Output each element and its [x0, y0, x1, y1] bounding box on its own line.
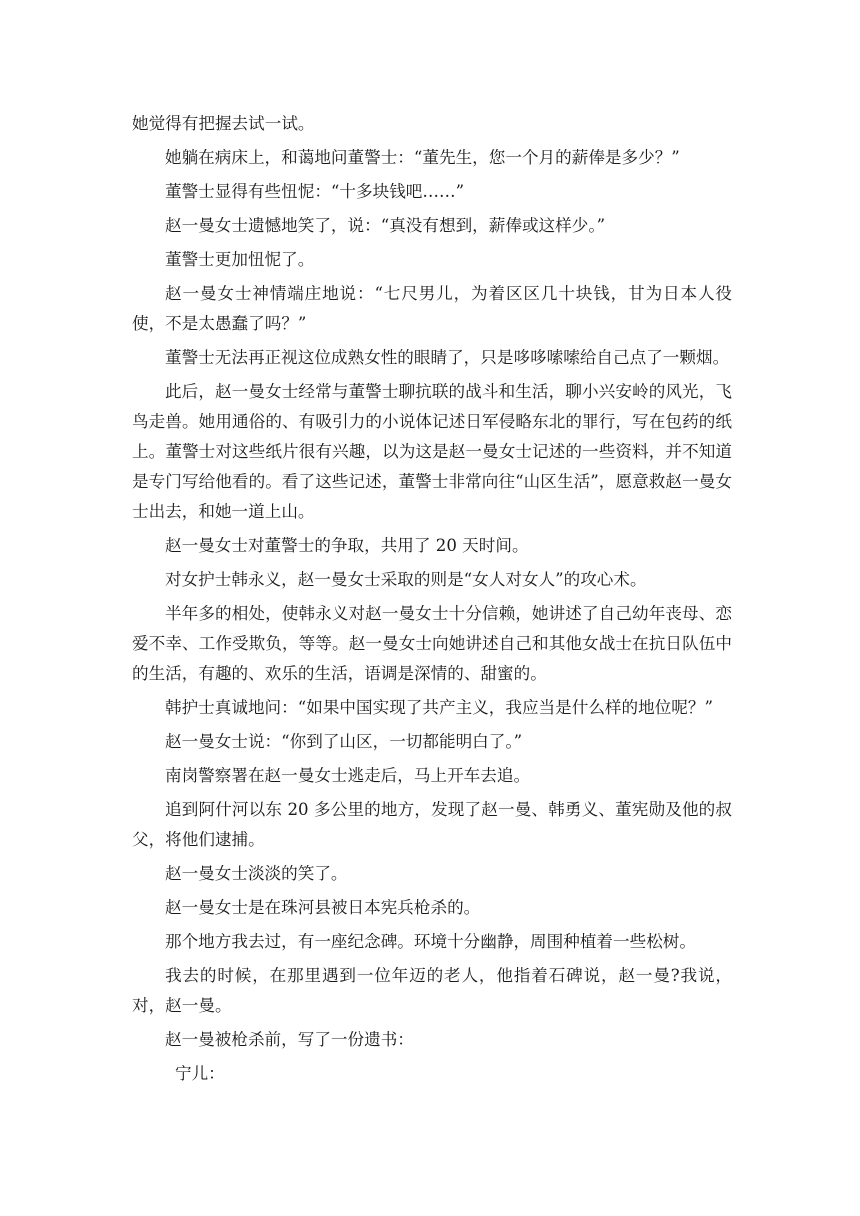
document-body [132, 109, 732, 1089]
paragraph-8: 此后，赵一曼女士经常与董警士聊抗联的战斗和生活，聊小兴安岭的风光，飞鸟走兽。她用通俗的、有吸引力的小说体记述日军侵略东北的罪行，写在包药的纸上。董警士对这些纸片很有兴趣，以为这是赵一曼女士记述的一些资料，并不知道是专门写给他看的。看了这些记述，董警士非常向往“山区生活”，愿意救赵一曼女士出去，和她一道上山。 [132, 382, 732, 521]
paragraph-1: 她觉得有把握去试一试。 [132, 114, 315, 133]
paragraph-15: 追到阿什河以东 20 多公里的地方，发现了赵一曼、韩勇义、董宪勋及他的叔父，将他们逮捕。 [132, 800, 732, 849]
paragraph-16: 赵一曼女士淡淡的笑了。 [165, 864, 348, 883]
paragraph-9: 赵一曼女士对董警士的争取，共用了 20 天时间。 [165, 536, 529, 555]
paragraph-17: 赵一曼女士是在珠河县被日本宪兵枪杀的。 [165, 898, 481, 917]
paragraph-3: 董警士显得有些忸怩：“十多块钱吧……” [165, 182, 465, 201]
paragraph-18: 那个地方我去过，有一座纪念碑。环境十分幽静，周围种植着一些松树。 [165, 932, 696, 951]
paragraph-2: 她躺在病床上，和蔼地问董警士：“董先生，您一个月的薪俸是多少？” [165, 148, 680, 167]
paragraph-6: 赵一曼女士神情端庄地说：“七尺男儿，为着区区几十块钱，甘为日本人役使，不是太愚蠢了吗？” [132, 284, 732, 333]
paragraph-13: 赵一曼女士说：“你到了山区，一切都能明白了。” [165, 732, 523, 751]
paragraph-12: 韩护士真诚地问：“如果中国实现了共产主义，我应当是什么样的地位呢？” [165, 698, 713, 717]
paragraph-14: 南岗警察署在赵一曼女士逃走后，马上开车去追。 [165, 766, 531, 785]
paragraph-7: 董警士无法再正视这位成熟女性的眼睛了，只是哆哆嗦嗦给自己点了一颗烟。 [165, 348, 730, 367]
paragraph-20: 赵一曼被枪杀前，写了一份遗书： [165, 1030, 414, 1049]
paragraph-10: 对女护士韩永义，赵一曼女士采取的则是“女人对女人”的攻心术。 [165, 570, 647, 589]
letter-salutation: 宁儿： [175, 1064, 225, 1083]
paragraph-4: 赵一曼女士遗憾地笑了，说：“真没有想到，薪俸或这样少。” [165, 216, 606, 235]
paragraph-11: 半年多的相处，使韩永义对赵一曼女士十分信赖，她讲述了自己幼年丧母、恋爱不幸、工作受欺负，等等。赵一曼女士向她讲述自己和其他女战士在抗日队伍中的生活，有趣的、欢乐的生活，语调是深情的、甜蜜的。 [132, 604, 732, 683]
paragraph-19: 我去的时候，在那里遇到一位年迈的老人，他指着石碑说，赵一曼?我说，对，赵一曼。 [132, 966, 732, 1015]
paragraph-5: 董警士更加忸怩了。 [165, 250, 315, 269]
